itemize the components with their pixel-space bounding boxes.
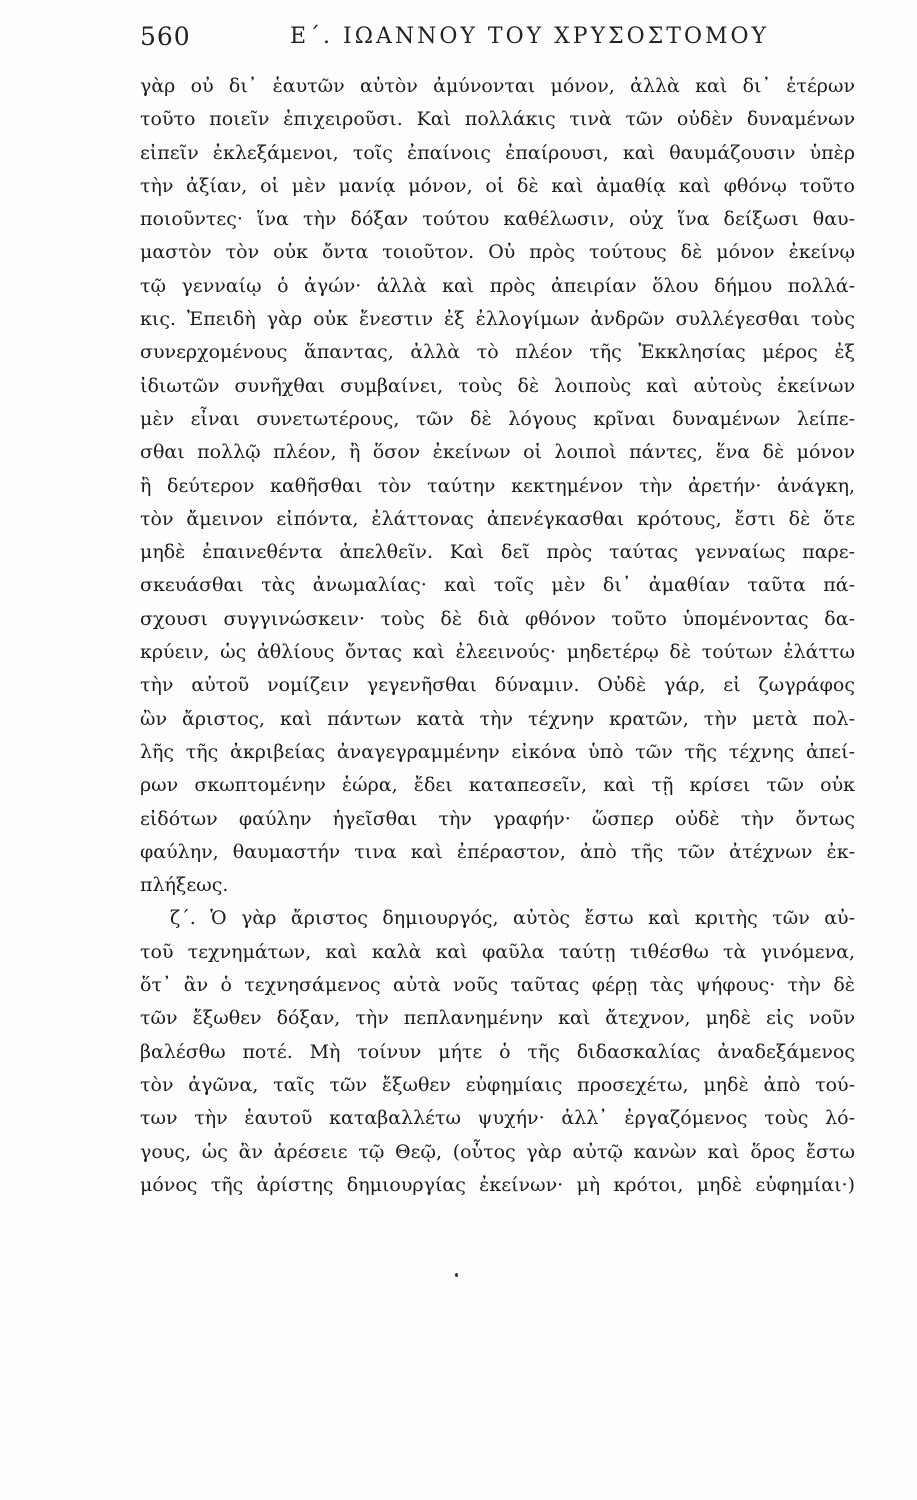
text-line: τὴν αὐτοῦ νομίζειν γεγενῆσθαι δύναμιν. Οὐδὲ γάρ, εἰ ζωγράφος (140, 674, 855, 697)
text-line: σθαι πολλῷ πλέον, ἢ ὅσον ἐκείνων οἱ λοιποὶ πάντες, ἕνα δὲ μόνον (140, 441, 855, 464)
text-line: τοῦτο ποιεῖν ἐπιχειροῦσι. Καὶ πολλάκις τινὰ τῶν οὐδὲν δυναμένων (140, 108, 855, 131)
text-line: μηδὲ ἐπαινεθέντα ἀπελθεῖν. Καὶ δεῖ πρὸς ταύτας γενναίως παρε- (140, 541, 855, 564)
text-line: σκευάσθαι τὰς ἀνωμαλίας· καὶ τοῖς μὲν δι᾽ ἀμαθίαν ταῦτα πά- (140, 574, 855, 597)
text-line: μὲν εἶναι συνετωτέρους, τῶν δὲ λόγους κρῖναι δυναμένων λείπε- (140, 407, 855, 430)
text-line: βαλέσθω ποτέ. Μὴ τοίνυν μήτε ὁ τῆς διδασκαλίας ἀναδεξάμενος (140, 1040, 855, 1063)
body-text (140, 70, 855, 1202)
text-line: μαστὸν τὸν οὐκ ὄντα τοιοῦτον. Οὐ πρὸς τούτους δὲ μόνον ἐκείνῳ (140, 241, 855, 264)
text-line: μόνος τῆς ἀρίστης δημιουργίας ἐκείνων· μὴ κρότοι, μηδὲ εὐφημίαι·) (140, 1173, 855, 1196)
text-line: τοῦ τεχνημάτων, καὶ καλὰ καὶ φαῦλα ταύτῃ τιθέσθω τὰ γινόμενα, (140, 940, 855, 963)
text-line: τῶν ἔξωθεν δόξαν, τὴν πεπλανημένην καὶ ἄτεχνον, μηδὲ εἰς νοῦν (140, 1007, 855, 1030)
text-line: ποιοῦντες· ἵνα τὴν δόξαν τούτου καθέλωσιν, οὐχ ἵνα δείξωσι θαυ- (140, 208, 855, 231)
text-line: εἰδότων φαύλην ἡγεῖσθαι τὴν γραφήν· ὥσπερ οὐδὲ τὴν ὄντως (140, 807, 855, 830)
text-line: λῆς τῆς ἀκριβείας ἀναγεγραμμένην εἰκόνα ὑπὸ τῶν τῆς τέχνης ἀπεί- (140, 740, 855, 763)
text-line: εἰπεῖν ἐκλεξάμενοι, τοῖς ἐπαίνοις ἐπαίρουσι, καὶ θαυμάζουσιν ὑπὲρ (140, 141, 855, 164)
text-line: σχουσι συγγινώσκειν· τοὺς δὲ διὰ φθόνον τοῦτο ὑπομένοντας δα- (140, 607, 855, 630)
ink-speck (455, 1273, 458, 1277)
text-line: ὢν ἄριστος, καὶ πάντων κατὰ τὴν τέχνην κρατῶν, τὴν μετὰ πολ- (140, 707, 855, 730)
text-line: ἢ δεύτερον καθῆσθαι τὸν ταύτην κεκτημένον τὴν ἀρετήν· ἀνάγκη, (140, 474, 855, 497)
text-line: συνερχομένους ἅπαντας, ἀλλὰ τὸ πλέον τῆς Ἐκκλησίας μέρος ἐξ (140, 341, 855, 364)
section-7-first-line: ζ΄. Ὁ γὰρ ἄριστος δημιουργός, αὐτὸς ἔστω καὶ κριτὴς τῶν αὐ- (170, 907, 855, 930)
page-header (140, 22, 860, 58)
text-line: τὴν ἀξίαν, οἱ μὲν μανίᾳ μόνον, οἱ δὲ καὶ ἀμαθίᾳ καὶ φθόνῳ τοῦτο (140, 174, 855, 197)
text-line: ρων σκωπτομένην ἑώρα, ἔδει καταπεσεῖν, καὶ τῇ κρίσει τῶν οὐκ (140, 774, 855, 797)
paragraph-end-line: πλήξεως. (140, 874, 229, 897)
text-line: ὅτ᾽ ἂν ὁ τεχνησάμενος αὐτὰ νοῦς ταῦτας φέρῃ τὰς ψήφους· τὴν δὲ (140, 974, 855, 997)
text-line: ἰδιωτῶν συνῆχθαι συμβαίνει, τοὺς δὲ λοιποὺς καὶ αὐτοὺς ἐκείνων (140, 374, 855, 397)
page-number: 560 (140, 22, 191, 51)
text-line: κις. Ἐπειδὴ γὰρ οὐκ ἔνεστιν ἐξ ἐλλογίμων ἀνδρῶν συλλέγεσθαι τοὺς (140, 308, 855, 331)
text-line: των τὴν ἑαυτοῦ καταβαλλέτω ψυχήν· ἀλλ᾽ ἐργαζόμενος τοὺς λό- (140, 1107, 855, 1130)
running-title: Ε΄. ΙΩΑΝΝΟΥ ΤΟΥ ΧΡΥΣΟΣΤΟΜΟΥ (290, 24, 770, 49)
text-line: τῷ γενναίῳ ὁ ἀγών· ἀλλὰ καὶ πρὸς ἀπειρίαν ὅλου δήμου πολλά- (140, 274, 855, 297)
text-line: γους, ὡς ἂν ἀρέσειε τῷ Θεῷ, (οὗτος γὰρ αὐτῷ κανὼν καὶ ὅρος ἔστω (140, 1140, 855, 1163)
text-line: γὰρ οὐ δι᾽ ἑαυτῶν αὐτὸν ἀμύνονται μόνον, ἀλλὰ καὶ δι᾽ ἑτέρων (140, 75, 855, 97)
text-line: κρύειν, ὡς ἀθλίους ὄντας καὶ ἐλεεινούς· μηδετέρῳ δὲ τούτων ἐλάττω (140, 641, 855, 664)
text-line: τὸν ἀγῶνα, ταῖς τῶν ἔξωθεν εὐφημίαις προσεχέτω, μηδὲ ἀπὸ τού- (140, 1073, 855, 1096)
text-line: φαύλην, θαυμαστήν τινα καὶ ἐπέραστον, ἀπὸ τῆς τῶν ἀτέχνων ἐκ- (140, 840, 855, 863)
text-line: τὸν ἄμεινον εἰπόντα, ἐλάττονας ἀπενέγκασθαι κρότους, ἔστι δὲ ὅτε (140, 507, 855, 530)
